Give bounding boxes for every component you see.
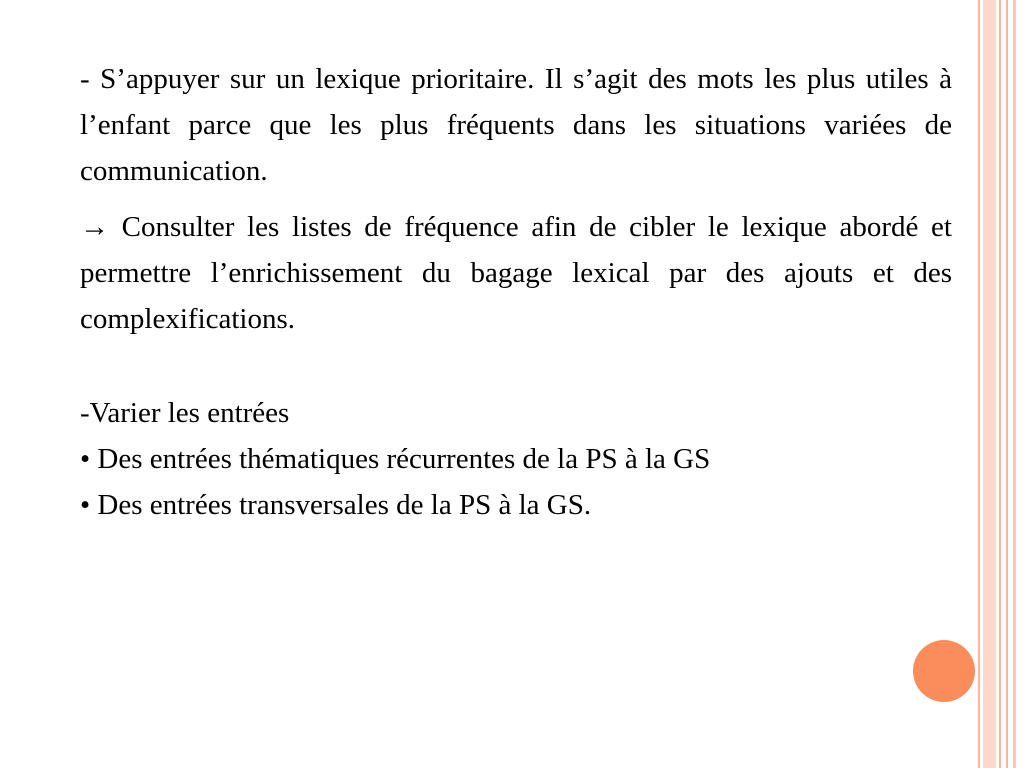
paragraph-lexique-prioritaire: - S’appuyer sur un lexique prioritaire. Il s’agit des mots les plus utiles à l’enfant parce que les plus fréquents dans les situations variées de communication.	[80, 63, 952, 187]
decorative-stripe-band	[983, 0, 996, 768]
section-varier-entrees	[80, 390, 952, 528]
decorative-orange-dot	[913, 640, 975, 702]
bullet-item: • Des entrées thématiques récurrentes de la PS à la GS	[80, 443, 711, 475]
slide-content	[80, 56, 952, 528]
section-heading: -Varier les entrées	[80, 397, 290, 429]
decorative-stripe	[999, 0, 1001, 768]
paragraph-listes-frequence: → Consulter les listes de fréquence afin de cibler le lexique abordé et permettre l’enrichissement du bagage lexical par des ajouts et des complexifications.	[80, 211, 952, 335]
decorative-stripe	[1006, 0, 1008, 768]
decorative-stripe	[978, 0, 980, 768]
decorative-stripe	[1013, 0, 1016, 768]
bullet-item: • Des entrées transversales de la PS à la GS.	[80, 489, 592, 521]
